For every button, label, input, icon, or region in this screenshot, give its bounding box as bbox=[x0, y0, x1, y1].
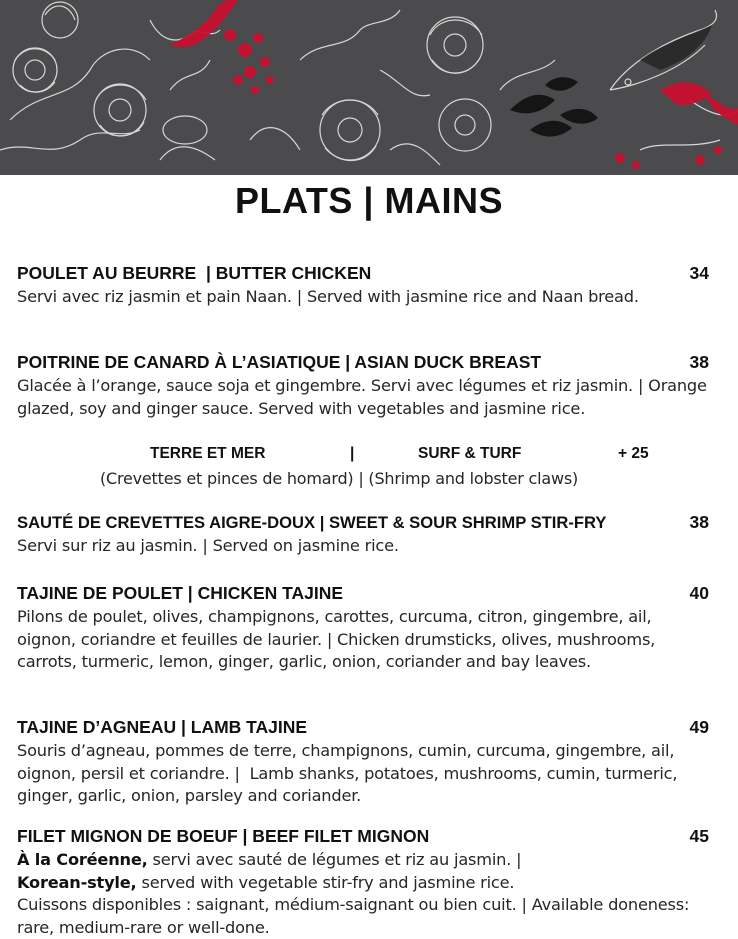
decorative-banner bbox=[0, 0, 738, 175]
item-price: 38 bbox=[689, 352, 709, 372]
item-price: 49 bbox=[689, 717, 709, 737]
item-price: 45 bbox=[689, 826, 709, 846]
menu-item bbox=[17, 583, 709, 674]
addon-name-en: SURF & TURF bbox=[418, 445, 522, 462]
menu-item bbox=[17, 717, 709, 808]
item-description: Souris d’agneau, pommes de terre, champignons, cumin, curcuma, gingembre, ail, oignon, persil et coriandre. | Lamb shanks, potatoes, mushrooms, cumin, turmeric, ginger, garlic, onion, parsley and coriander. bbox=[17, 741, 683, 805]
addon-name-fr: TERRE ET MER bbox=[150, 445, 266, 462]
item-name: FILET MIGNON DE BOEUF | BEEF FILET MIGNON bbox=[17, 826, 430, 846]
item-name: TAJINE DE POULET | CHICKEN TAJINE bbox=[17, 583, 344, 603]
item-name: POITRINE DE CANARD À L’ASIATIQUE | ASIAN DUCK BREAST bbox=[17, 352, 542, 372]
menu-item bbox=[17, 352, 709, 420]
addon-note: (Crevettes et pinces de homard) | (Shrimp and lobster claws) bbox=[99, 469, 579, 488]
item-description bbox=[17, 849, 709, 939]
item-desc-en: served with vegetable stir-fry and jasmine rice. bbox=[136, 872, 515, 892]
item-style-en: Korean-style, bbox=[17, 872, 137, 892]
addon-separator: | bbox=[350, 445, 355, 462]
item-description: Servi sur riz au jasmin. | Served on jasmine rice. bbox=[17, 536, 399, 555]
item-name: SAUTÉ DE CREVETTES AIGRE-DOUX | SWEET & SOUR SHRIMP STIR-FRY bbox=[17, 513, 607, 532]
menu-item bbox=[17, 263, 709, 309]
item-description: Glacée à l’orange, sauce soja et gingembre. Servi avec légumes et riz jasmin. | Orange glazed, soy and ginger sauce. Served with vegetables and jasmine rice. bbox=[17, 376, 707, 418]
floral-koi-illustration bbox=[0, 0, 738, 175]
item-description: Pilons de poulet, olives, champignons, carottes, curcuma, citron, gingembre, ail, oignon, coriandre et feuilles de laurier. | Chicken drumsticks, olives, mushrooms, carrots, turmeric, lemon, ginger, garlic, onion, coriander and bay leaves. bbox=[17, 607, 656, 671]
addon-price: + 25 bbox=[618, 445, 649, 462]
item-style-fr: À la Coréenne, bbox=[17, 850, 148, 869]
item-name: TAJINE D’AGNEAU | LAMB TAJINE bbox=[17, 717, 308, 737]
item-price: 38 bbox=[689, 512, 709, 532]
item-price: 34 bbox=[689, 263, 709, 283]
menu-item bbox=[17, 512, 709, 558]
item-description: Servi avec riz jasmin et pain Naan. | Served with jasmine rice and Naan bread. bbox=[17, 287, 639, 306]
item-desc-fr: servi avec sauté de légumes et riz au jasmin. | bbox=[147, 850, 522, 869]
item-price: 40 bbox=[689, 583, 709, 603]
menu-item bbox=[17, 826, 709, 939]
page-title: PLATS | MAINS bbox=[235, 180, 503, 221]
item-name: POULET AU BEURRE | BUTTER CHICKEN bbox=[17, 263, 372, 283]
item-doneness: Cuissons disponibles : saignant, médium-saignant ou bien cuit. | Available doneness: rare, medium-rare or well-done. bbox=[17, 895, 690, 937]
